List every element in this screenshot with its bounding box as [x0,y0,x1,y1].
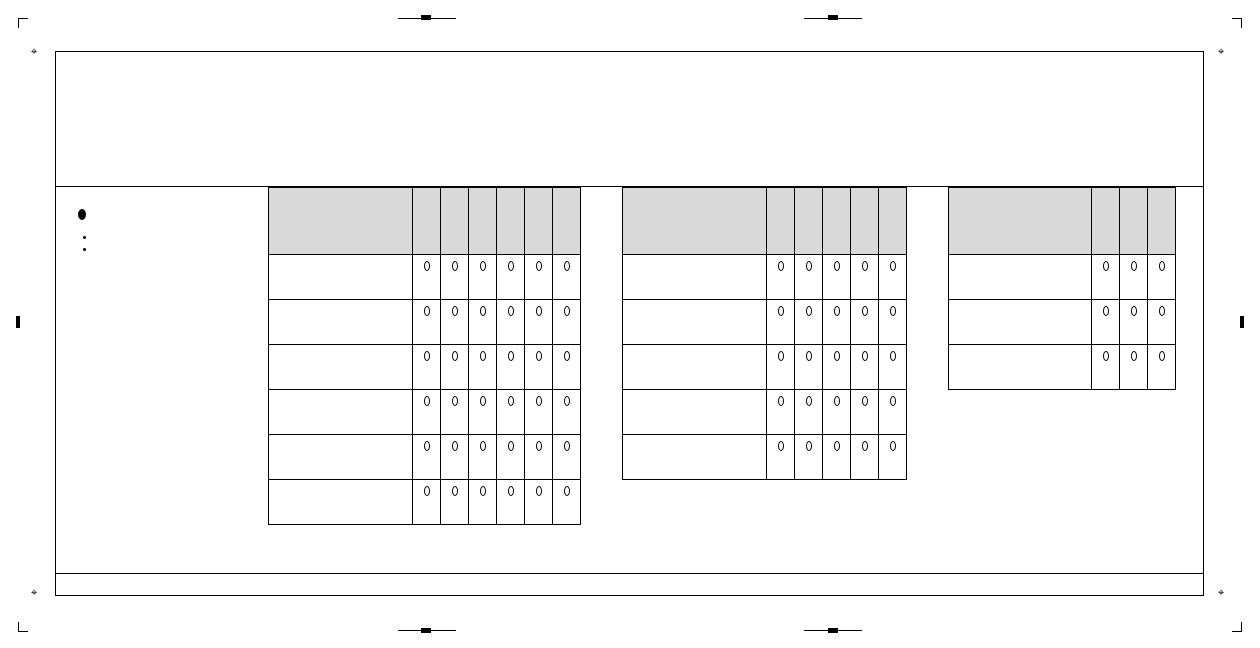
ranking-oval[interactable] [536,396,542,406]
ranking-oval[interactable] [862,306,868,316]
instruction-bullets [78,232,243,256]
ranking-oval[interactable] [834,261,840,271]
ranking-oval[interactable] [452,261,458,271]
ranking-oval[interactable] [452,441,458,451]
ranking-oval[interactable] [508,351,514,361]
choice-header [879,188,907,255]
ranking-oval[interactable] [806,351,812,361]
ranking-oval[interactable] [1159,306,1165,316]
ranking-oval[interactable] [536,351,542,361]
ranking-oval[interactable] [806,396,812,406]
contest-president [268,187,581,525]
ranking-oval[interactable] [834,351,840,361]
ranking-oval[interactable] [480,306,486,316]
choice-header [553,188,581,255]
candidate-name [623,300,767,345]
ranking-oval[interactable] [778,306,784,316]
candidate-name [623,390,767,435]
choice-header [767,188,795,255]
ranking-oval[interactable] [564,486,570,496]
crop-mark-bottom-left [18,622,28,632]
filled-oval-example-icon [78,209,86,220]
instruction-fill-oval [78,208,243,220]
ranking-oval[interactable] [778,261,784,271]
choice-header [823,188,851,255]
instructions-panel [78,195,243,268]
instruction-bullet [96,244,243,256]
candidate-row [949,255,1176,300]
contest-title [269,188,413,255]
choice-header [469,188,497,255]
ranking-oval[interactable] [1131,351,1137,361]
ranking-oval[interactable] [452,396,458,406]
ranking-oval[interactable] [778,351,784,361]
ranking-oval[interactable] [862,261,868,271]
candidate-name [623,345,767,390]
ranking-oval[interactable] [778,441,784,451]
ranking-oval[interactable] [508,261,514,271]
ranking-oval[interactable] [452,306,458,316]
candidate-row [623,390,907,435]
candidate-row [269,435,581,480]
ranking-oval[interactable] [1103,351,1109,361]
ranking-oval[interactable] [424,261,430,271]
ranking-oval[interactable] [806,441,812,451]
crop-mark-top-right [1232,18,1242,28]
candidate-row [623,300,907,345]
ranking-oval[interactable] [508,396,514,406]
registration-mark-br: ⌖ [1218,587,1225,599]
candidate-name [269,435,413,480]
ranking-oval[interactable] [1131,306,1137,316]
ranking-oval[interactable] [834,306,840,316]
candidate-row [269,300,581,345]
write-in-field[interactable] [269,480,413,525]
ranking-oval[interactable] [1131,261,1137,271]
candidate-row [269,255,581,300]
ranking-oval[interactable] [806,261,812,271]
candidate-row [623,435,907,480]
candidate-name [269,300,413,345]
choice-header [497,188,525,255]
ranking-oval[interactable] [1159,351,1165,361]
choice-header [1120,188,1148,255]
ranking-oval[interactable] [890,306,896,316]
candidate-name [623,255,767,300]
candidate-row [949,345,1176,390]
ranking-oval[interactable] [890,351,896,361]
ranking-oval[interactable] [834,396,840,406]
instruction-bullet [96,232,243,244]
ranking-oval[interactable] [536,261,542,271]
choice-header [525,188,553,255]
choice-header [441,188,469,255]
left-side-mark [16,316,20,328]
ranking-oval[interactable] [508,306,514,316]
right-side-mark [1240,316,1244,328]
candidate-name [269,345,413,390]
contest-rep-congress [948,187,1176,390]
bottom-center-mark-right-dot [828,628,838,633]
crop-mark-top-left [18,18,28,28]
ranking-oval[interactable] [564,351,570,361]
candidate-name [269,255,413,300]
ranking-oval[interactable] [778,396,784,406]
ranking-oval[interactable] [480,441,486,451]
candidate-row [269,390,581,435]
registration-mark-tl: ⌖ [31,46,38,58]
candidate-name [949,300,1092,345]
ranking-oval[interactable] [1103,306,1109,316]
ranking-oval[interactable] [480,396,486,406]
ranking-oval[interactable] [424,396,430,406]
ranking-oval[interactable] [536,441,542,451]
choice-header [1148,188,1176,255]
choice-header [851,188,879,255]
ranking-oval[interactable] [862,351,868,361]
ranking-oval[interactable] [890,441,896,451]
choice-header [795,188,823,255]
registration-mark-tr: ⌖ [1218,46,1225,58]
ranking-oval[interactable] [424,351,430,361]
candidate-row [623,345,907,390]
registration-mark-bl: ⌖ [31,587,38,599]
ranking-oval[interactable] [480,351,486,361]
ranking-oval[interactable] [564,306,570,316]
top-center-mark-left-dot [421,15,431,20]
candidate-row [269,480,581,525]
ranking-oval[interactable] [424,486,430,496]
write-in-field[interactable] [623,435,767,480]
choice-header [413,188,441,255]
bottom-center-mark-left-dot [421,628,431,633]
ranking-oval[interactable] [480,261,486,271]
ranking-oval[interactable] [1159,261,1165,271]
choice-header [1092,188,1120,255]
ranking-oval[interactable] [508,441,514,451]
ranking-oval[interactable] [806,306,812,316]
ranking-oval[interactable] [536,486,542,496]
ranking-oval[interactable] [508,486,514,496]
candidate-row [949,300,1176,345]
candidate-name [269,390,413,435]
ranking-oval[interactable] [862,396,868,406]
ranking-oval[interactable] [890,396,896,406]
candidate-row [623,255,907,300]
ranking-oval[interactable] [1103,261,1109,271]
ranking-oval[interactable] [480,486,486,496]
crop-mark-bottom-right [1232,622,1242,632]
contest-us-senator [622,187,907,480]
ranking-oval[interactable] [564,261,570,271]
candidate-row [269,345,581,390]
contest-title [623,188,767,255]
ranking-oval[interactable] [536,306,542,316]
ranking-oval[interactable] [452,351,458,361]
ranking-oval[interactable] [424,306,430,316]
top-center-mark-right-dot [828,15,838,20]
contest-title [949,188,1092,255]
write-in-field[interactable] [949,345,1092,390]
ranking-oval[interactable] [452,486,458,496]
ranking-oval[interactable] [862,441,868,451]
ranking-oval[interactable] [424,441,430,451]
ranking-oval[interactable] [564,441,570,451]
ranking-oval[interactable] [564,396,570,406]
candidate-name [949,255,1092,300]
footer-divider [55,573,1204,574]
ranking-oval[interactable] [834,441,840,451]
ranking-oval[interactable] [890,261,896,271]
